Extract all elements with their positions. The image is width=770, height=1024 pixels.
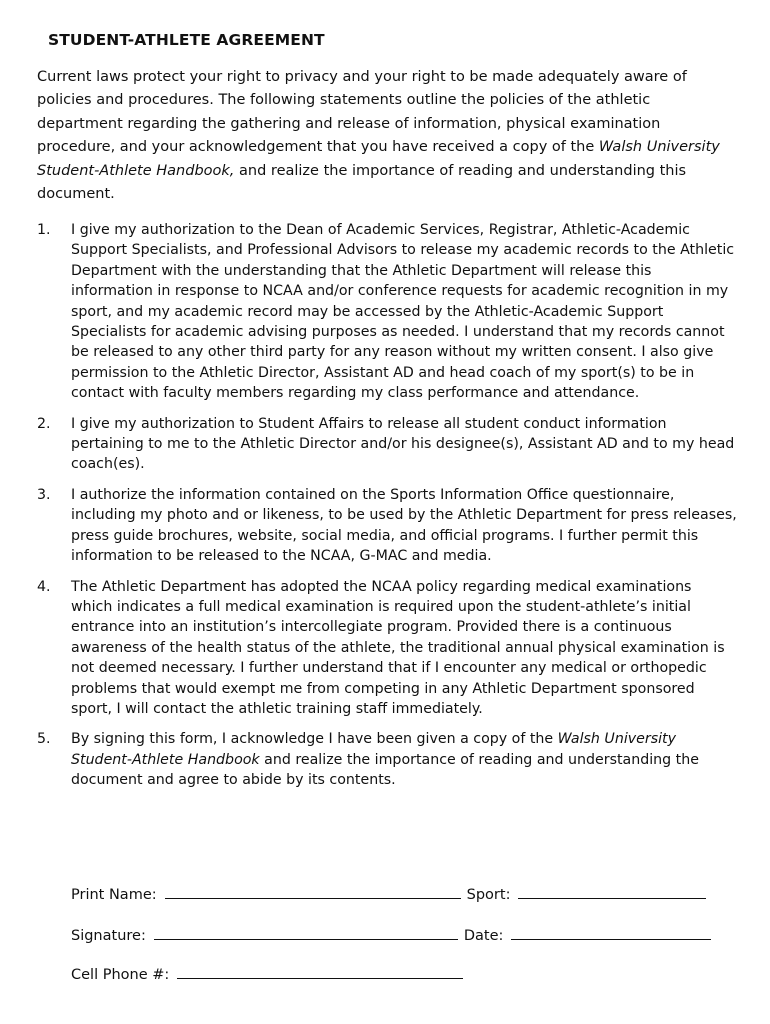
signature-label: Signature: — [71, 928, 146, 944]
list-item — [37, 220, 737, 404]
list-item-text: I give my authorization to the Dean of Academic Services, Registrar, Athletic-Academic Support Specialists, and Professional Advisors to release my academic records to the Athletic Department with the understanding that the Athletic Department will release this information in response to NCAA and/or conference requests for academic recognition in my sport, and my academic record may be accessed by the Athletic-Academic Support Specialists for academic advising purposes as needed. I understand that my records cannot be released to any other third party for any reason without my written consent. I also give permission to the Athletic Director, Assistant AD and head coach of my sport(s) to be in contact with faculty members regarding my class performance and attendance. — [71, 222, 735, 402]
list-item-text: The Athletic Department has adopted the NCAA policy regarding medical examinations which indicates a full medical examination is required upon the student-athlete’s initial entrance into an institution’s intercollegiate program. Provided there is a continuous awareness of the health status of the athlete, the traditional annual physical examination is not deemed necessary. I further understand that if I encounter any medical or orthopedic problems that would exempt me from competing in any Athletic Department sponsored sport, I will contact the athletic training staff immediately. — [71, 578, 725, 717]
intro-text-part2: and realize the importance of reading and understanding this document. — [37, 162, 687, 203]
list-item — [37, 729, 737, 790]
item5-text-part2: and realize the importance of reading and understanding the document and agree to abide by its contents. — [71, 751, 699, 789]
list-item — [37, 414, 737, 475]
date-label: Date: — [463, 928, 504, 944]
name-sport-row — [71, 884, 712, 903]
intro-text-part1: Current laws protect your right to privacy and your right to be made adequately aware of policies and procedures. The following statements outline the policies of the athletic department regarding the gathering and release of information, physical examination procedure, and your acknowledgement that you have received a copy of the — [37, 69, 687, 156]
cell-phone-field[interactable] — [177, 964, 463, 979]
signature-field[interactable] — [154, 925, 458, 940]
sport-label: Sport: — [466, 887, 511, 903]
list-item-text: I authorize the information contained on the Sports Information Office questionnaire, including my photo and or likeness, to be used by the Athletic Department for press releases, press guide brochures, website, social media, and official programs. I further permit this information to be released to the NCAA, G-MAC and media. — [71, 486, 737, 565]
signature-date-row — [71, 925, 717, 944]
list-item-text — [71, 729, 737, 790]
list-item — [37, 577, 737, 720]
intro-handbook-title: Walsh University Student-Athlete Handbook, — [37, 139, 720, 179]
list-item-number: 5. — [37, 731, 51, 748]
print-name-label: Print Name: — [71, 887, 157, 903]
cell-phone-row — [71, 964, 469, 983]
item5-handbook-title: Walsh University Student-Athlete Handbook — [71, 731, 677, 768]
sport-field[interactable] — [518, 884, 706, 899]
item5-text-part1: By signing this form, I acknowledge I have been given a copy of the — [71, 731, 558, 748]
document-title: STUDENT-ATHLETE AGREEMENT — [48, 31, 325, 49]
agreement-list — [37, 220, 737, 791]
list-item-number: 3. — [37, 486, 51, 503]
list-item-text: I give my authorization to Student Affairs to release all student conduct information pertaining to me to the Athletic Director and/or his designee(s), Assistant AD and to my head coach(es). — [71, 415, 735, 473]
date-field[interactable] — [511, 925, 711, 940]
cell-phone-label: Cell Phone #: — [71, 967, 170, 983]
print-name-field[interactable] — [165, 884, 461, 899]
list-item-number: 2. — [37, 415, 51, 432]
list-item-number: 1. — [37, 222, 51, 238]
list-item-number: 4. — [37, 578, 51, 595]
list-item — [37, 485, 737, 567]
intro-paragraph — [37, 66, 737, 206]
